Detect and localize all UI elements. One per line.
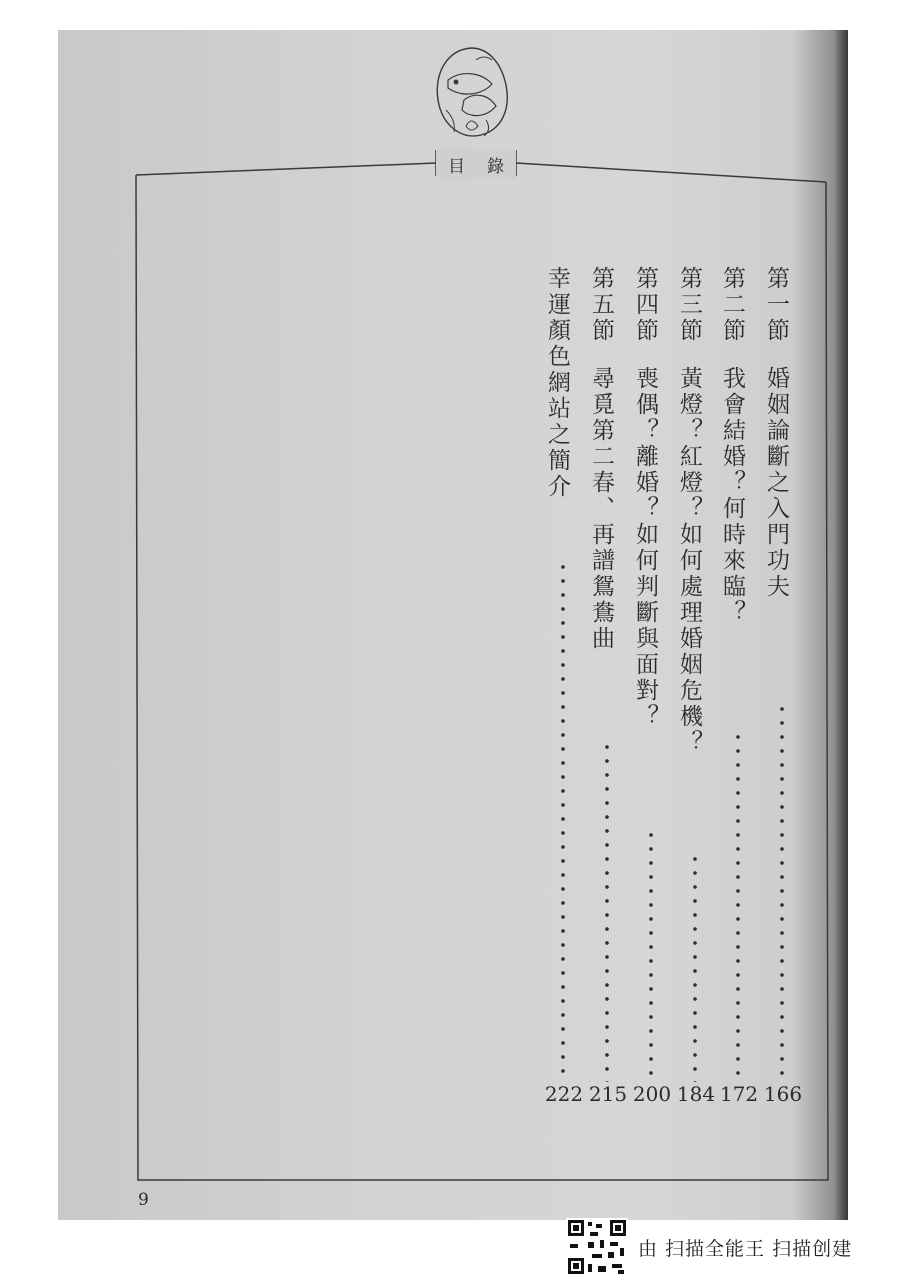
toc-page-number: 200 <box>632 1082 672 1106</box>
folio-page-number: 9 <box>138 1190 149 1210</box>
toc-page-number: 172 <box>719 1082 759 1106</box>
toc-section-title: 尋覓第二春、再譜鴛鴦曲 <box>588 366 614 652</box>
toc-entry-6[interactable] <box>545 266 568 500</box>
scanner-watermark-text: 由 扫描全能王 扫描创建 <box>638 1237 853 1260</box>
heading-char-left: 目 <box>448 156 465 177</box>
toc-page-number: 166 <box>763 1082 803 1106</box>
toc-leader-dots <box>692 852 698 1082</box>
qr-code-icon <box>566 1218 628 1276</box>
toc-section-title: 婚姻論斷之入門功夫 <box>763 366 789 600</box>
toc-entry-1[interactable] <box>764 266 787 600</box>
toc-section-title: 黃燈？紅燈？如何處理婚姻危機？ <box>676 366 702 756</box>
toc-section-number: 第一節 <box>763 266 789 344</box>
toc-entry-4[interactable] <box>633 266 656 730</box>
toc-entry-5[interactable] <box>589 266 612 652</box>
toc-section-number: 第三節 <box>676 266 702 344</box>
toc-leader-dots <box>735 730 741 1082</box>
toc-page-number: 184 <box>676 1082 716 1106</box>
toc-leader-dots <box>560 560 566 1082</box>
toc-section-title: 我會結婚？何時來臨？ <box>719 366 745 626</box>
toc-section-title: 幸運顏色網站之簡介 <box>544 266 570 500</box>
toc-page-number: 215 <box>588 1082 628 1106</box>
toc-entry-2[interactable] <box>720 266 743 626</box>
scanner-watermark <box>566 1222 852 1272</box>
toc-section-number: 第四節 <box>632 266 658 344</box>
heading-char-right: 錄 <box>487 156 504 177</box>
toc-section-number: 第五節 <box>588 266 614 344</box>
toc-section-number: 第二節 <box>719 266 745 344</box>
toc-leader-dots <box>604 740 610 1082</box>
toc-heading <box>436 149 516 179</box>
book-page <box>58 30 848 1220</box>
toc-leader-dots <box>779 702 785 1082</box>
toc-leader-dots <box>648 828 654 1082</box>
toc-section-title: 喪偶？離婚？如何判斷與面對？ <box>632 366 658 730</box>
toc-entry-3[interactable] <box>677 266 700 756</box>
toc-page-number: 222 <box>544 1082 584 1106</box>
